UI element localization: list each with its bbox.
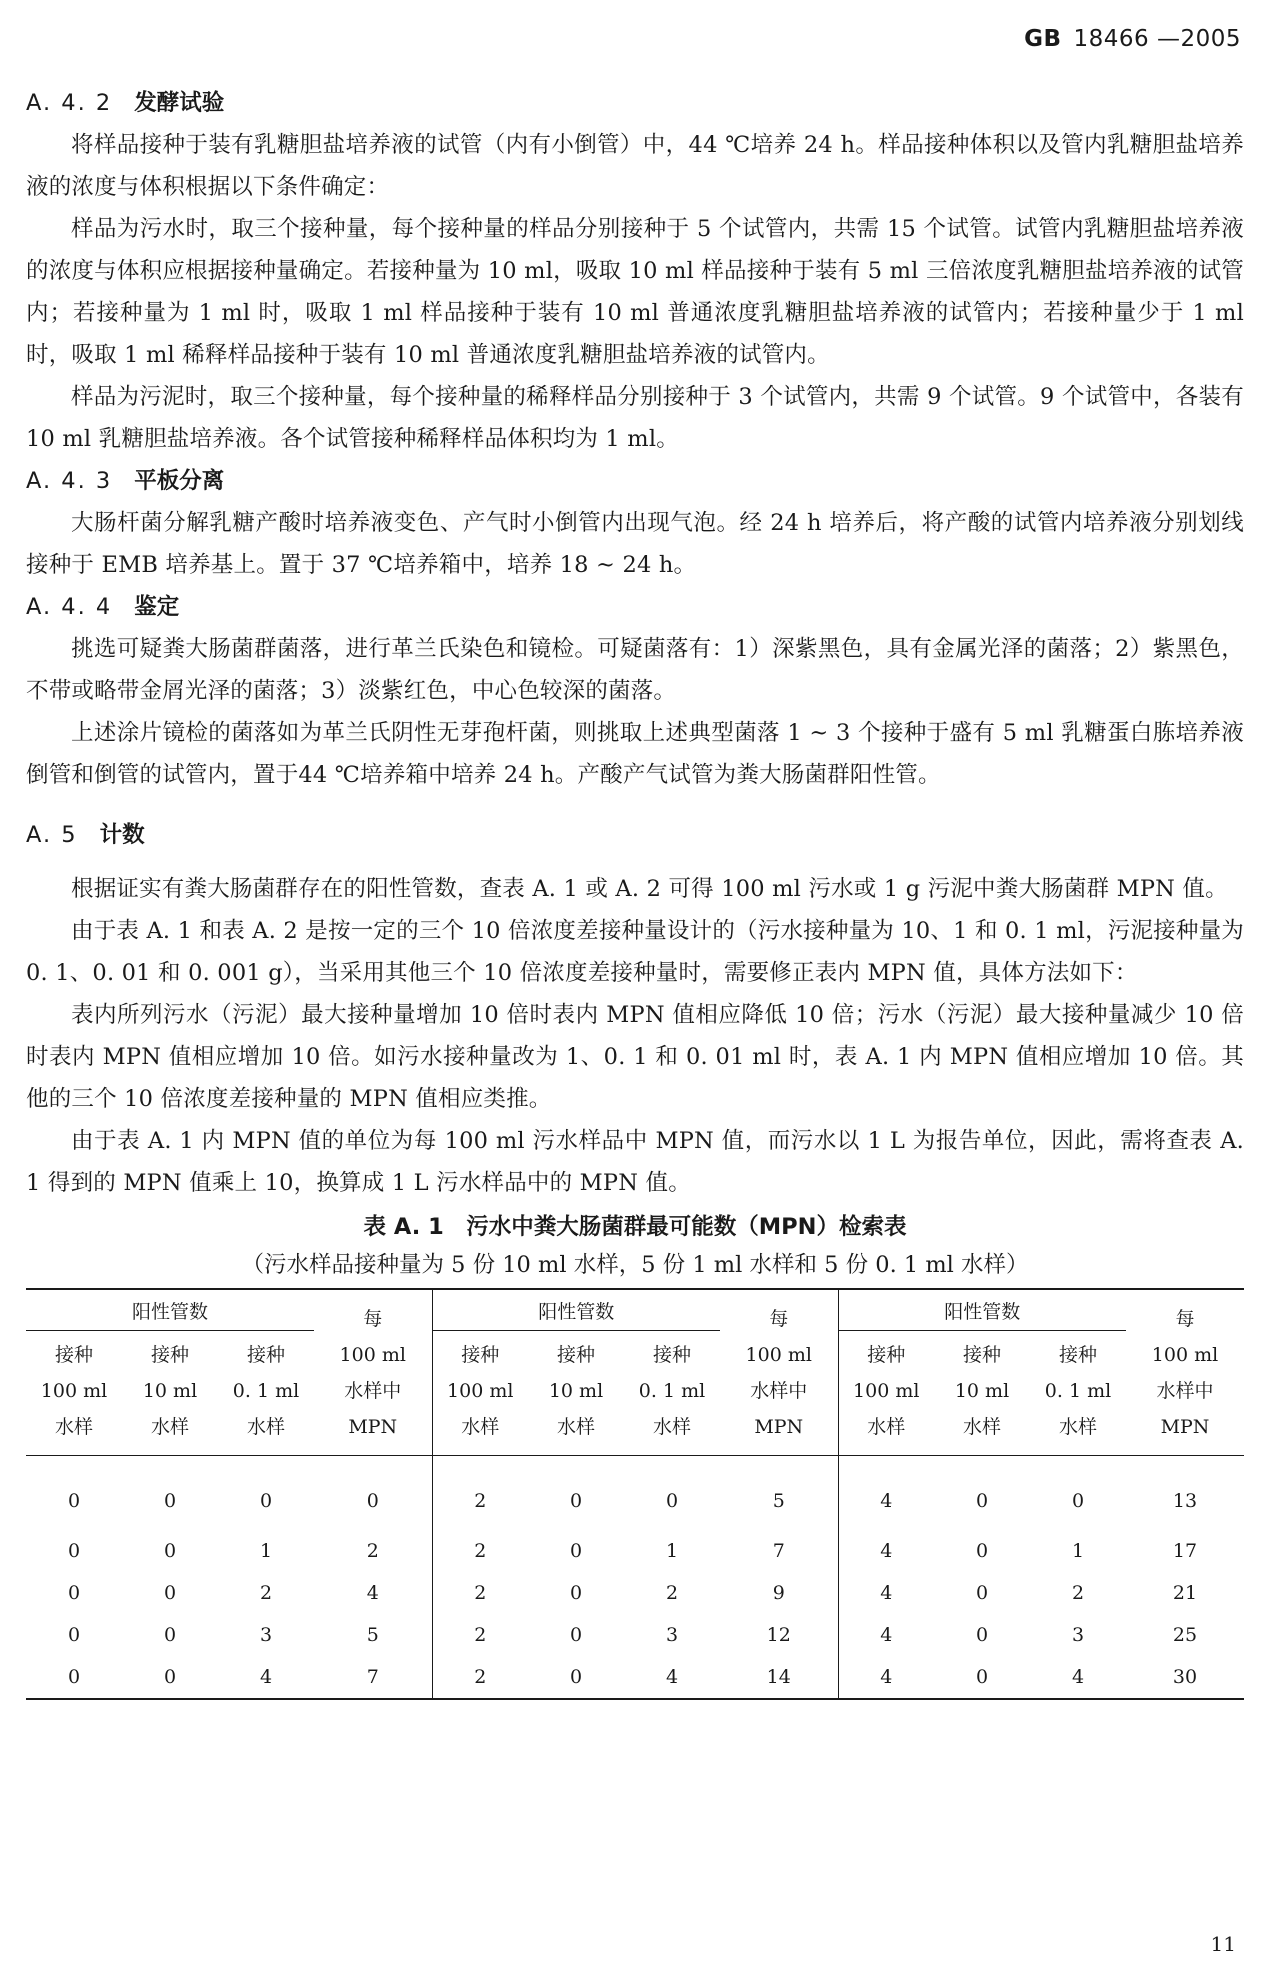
- section-heading: [26, 82, 1244, 124]
- table-cell: 4: [838, 1614, 934, 1656]
- paragraph: 表内所列污水（污泥）最大接种量增加 10 倍时表内 MPN 值相应降低 10 倍；污水（污泥）最大接种量减少 10 倍时表内 MPN 值相应增加 10 倍。如污水接种量改为 1、0. 1 和 0. 01 ml 时，表 A. 1 内 MPN 值相应增加 10 倍。其他的三个 10 倍浓度差接种量的 MPN 值相应类推。: [26, 1002, 1244, 1112]
- table-cell: 3: [259, 1624, 273, 1646]
- table-cell: 0: [163, 1624, 177, 1646]
- table-cell: 4: [838, 1456, 934, 1531]
- table-cell: 14: [766, 1666, 791, 1688]
- table-cell: 0: [569, 1666, 583, 1688]
- sub-header: 接种 10 ml 水样: [142, 1344, 198, 1438]
- table-cell: 5: [366, 1624, 379, 1646]
- table-cell: 4: [838, 1572, 934, 1614]
- standard-number: 18466 —2005: [1073, 26, 1241, 52]
- table-cell: 0: [67, 1582, 81, 1604]
- table-cell: 4: [259, 1666, 273, 1688]
- sub-header: 接种 0. 1 ml 水样: [232, 1344, 300, 1438]
- table-cell: 0: [67, 1666, 81, 1688]
- table-cell: 4: [838, 1656, 934, 1699]
- table-cell: 3: [665, 1624, 679, 1646]
- section-title: 发酵试验: [134, 90, 225, 116]
- group-header: 阳性管数: [838, 1289, 1126, 1331]
- sub-header: 接种 10 ml 水样: [548, 1344, 604, 1438]
- table-cell: 0: [934, 1456, 1030, 1531]
- table-cell: 9: [772, 1582, 785, 1604]
- table-cell: 13: [1126, 1456, 1244, 1531]
- table-cell: 21: [1172, 1582, 1198, 1604]
- table-cell: 0: [569, 1582, 583, 1604]
- section-heading: [26, 460, 1244, 502]
- table-cell: 4: [665, 1666, 679, 1688]
- sub-header: 接种 10 ml 水样: [954, 1344, 1010, 1438]
- table-cell: 0: [67, 1624, 81, 1646]
- table-cell: 0: [26, 1456, 122, 1531]
- paragraph: 根据证实有粪大肠菌群存在的阳性管数，查表 A. 1 或 A. 2 可得 100 ml 污水或 1 g 污泥中粪大肠菌群 MPN 值。: [71, 876, 1228, 902]
- table-cell: 2: [1071, 1582, 1085, 1604]
- sub-header: 接种 100 ml 水样: [432, 1331, 528, 1456]
- section-title: 计数: [99, 822, 145, 848]
- page-number: 11: [1210, 1932, 1236, 1956]
- table-cell: 4: [366, 1582, 379, 1604]
- table-cell: 5: [720, 1456, 838, 1531]
- table-cell: 30: [1172, 1666, 1198, 1688]
- table-cell: 0: [975, 1624, 989, 1646]
- table-cell: 0: [163, 1582, 177, 1604]
- table-cell: 0: [975, 1666, 989, 1688]
- table-cell: 25: [1172, 1624, 1198, 1646]
- table-cell: 12: [766, 1624, 791, 1646]
- group-header: 阳性管数: [26, 1289, 314, 1331]
- table-cell: 0: [163, 1540, 177, 1562]
- table-cell: 4: [838, 1530, 934, 1572]
- paragraph: 样品为污水时，取三个接种量，每个接种量的样品分别接种于 5 个试管内，共需 15 个试管。试管内乳糖胆盐培养液的浓度与体积应根据接种量确定。若接种量为 10 ml，吸取 10 ml 样品接种于装有 5 ml 三倍浓度乳糖胆盐培养液的试管内；若接种量为 1 ml 时，吸取 1 ml 样品接种于装有 10 ml 普通浓度乳糖胆盐培养液的试管内；若接种量少于 1 ml 时，吸取 1 ml 稀释样品接种于装有 10 ml 普通浓度乳糖胆盐培养液的试管内。: [26, 216, 1244, 368]
- section-number: A. 5: [26, 822, 78, 848]
- table-subtitle: （污水样品接种量为 5 份 10 ml 水样，5 份 1 ml 水样和 5 份 0. 1 ml 水样）: [241, 1252, 1029, 1278]
- section-title: 鉴定: [134, 594, 180, 620]
- table-row: [26, 1572, 1244, 1614]
- mpn-table: [26, 1288, 1244, 1700]
- table-cell: 0: [163, 1666, 177, 1688]
- table-row: [26, 1656, 1244, 1699]
- paragraph: 将样品接种于装有乳糖胆盐培养液的试管（内有小倒管）中，44 ℃培养 24 h。样品接种体积以及管内乳糖胆盐培养液的浓度与体积根据以下条件确定：: [26, 132, 1244, 200]
- paragraph: 样品为污泥时，取三个接种量，每个接种量的稀释样品分别接种于 3 个试管内，共需 9 个试管。9 个试管中，各装有 10 ml 乳糖胆盐培养液。各个试管接种稀释样品体积均为 1 ml。: [26, 384, 1244, 452]
- section-title: 平板分离: [134, 468, 225, 494]
- mpn-header: 每 100 ml 水样中 MPN: [745, 1307, 812, 1438]
- table-cell: 2: [432, 1530, 528, 1572]
- sub-header: 接种 100 ml 水样: [838, 1331, 934, 1456]
- table-cell: 1: [1071, 1540, 1085, 1562]
- table-cell: 0: [975, 1540, 989, 1562]
- table-cell: 0: [314, 1456, 432, 1531]
- table-cell: 0: [67, 1540, 81, 1562]
- table-cell: 0: [624, 1456, 720, 1531]
- table-cell: 2: [432, 1572, 528, 1614]
- table-cell: 2: [432, 1614, 528, 1656]
- table-row: [26, 1614, 1244, 1656]
- mpn-header: 每 100 ml 水样中 MPN: [1151, 1307, 1219, 1438]
- table-cell: 2: [432, 1456, 528, 1531]
- section-number: A. 4. 3: [26, 468, 113, 494]
- table-cell: 2: [259, 1582, 273, 1604]
- table-row: [26, 1530, 1244, 1572]
- paragraph: 由于表 A. 1 和表 A. 2 是按一定的三个 10 倍浓度差接种量设计的（污水接种量为 10、1 和 0. 1 ml，污泥接种量为 0. 1、0. 01 和 0. 001 g），当采用其他三个 10 倍浓度差接种量时，需要修正表内 MPN 值，具体方法如下：: [26, 918, 1244, 986]
- table-cell: 0: [122, 1456, 218, 1531]
- page-body: [26, 82, 1244, 1700]
- group-header: 阳性管数: [432, 1289, 720, 1331]
- section-number: A. 4. 2: [26, 90, 113, 116]
- table-cell: 1: [259, 1540, 273, 1562]
- section-heading: [26, 586, 1244, 628]
- table-cell: 0: [569, 1624, 583, 1646]
- table-cell: 17: [1172, 1540, 1198, 1562]
- table-cell: 7: [772, 1540, 785, 1562]
- table-cell: 3: [1071, 1624, 1085, 1646]
- sub-header: 接种 0. 1 ml 水样: [1044, 1344, 1112, 1438]
- paragraph: 上述涂片镜检的菌落如为革兰氏阴性无芽孢杆菌，则挑取上述典型菌落 1 ~ 3 个接种于盛有 5 ml 乳糖蛋白胨培养液倒管和倒管的试管内，置于44 ℃培养箱中培养 24 h。产酸产气试管为粪大肠菌群阳性管。: [26, 720, 1244, 788]
- section-heading: [26, 814, 1244, 856]
- table-cell: 2: [366, 1540, 379, 1562]
- page-header: [1024, 26, 1241, 52]
- table-cell: 2: [665, 1582, 679, 1604]
- table-cell: 2: [432, 1656, 528, 1699]
- sub-header: 接种 0. 1 ml 水样: [638, 1344, 706, 1438]
- table-cell: 4: [1071, 1666, 1085, 1688]
- table-cell: 0: [1030, 1456, 1126, 1531]
- table-cell: 0: [218, 1456, 314, 1531]
- table-row: [26, 1456, 1244, 1531]
- table-cell: 0: [569, 1540, 583, 1562]
- table-cell: 1: [665, 1540, 679, 1562]
- paragraph: 由于表 A. 1 内 MPN 值的单位为每 100 ml 污水样品中 MPN 值，而污水以 1 L 为报告单位，因此，需将查表 A. 1 得到的 MPN 值乘上 10，换算成 1 L 污水样品中的 MPN 值。: [26, 1128, 1244, 1196]
- standard-prefix: GB: [1024, 26, 1062, 52]
- table-body: [26, 1456, 1244, 1700]
- mpn-header: 每 100 ml 水样中 MPN: [339, 1307, 406, 1438]
- section-number: A. 4. 4: [26, 594, 113, 620]
- table-cell: 7: [366, 1666, 379, 1688]
- sub-header: 接种 100 ml 水样: [40, 1344, 108, 1438]
- table-cell: 0: [975, 1582, 989, 1604]
- table-title: 表 A. 1 污水中粪大肠菌群最可能数（MPN）检索表: [363, 1214, 907, 1240]
- paragraph: 挑选可疑粪大肠菌群菌落，进行革兰氏染色和镜检。可疑菌落有：1）深紫黑色，具有金属光泽的菌落；2）紫黑色，不带或略带金屑光泽的菌落；3）淡紫红色，中心色较深的菌落。: [26, 636, 1244, 704]
- table-cell: 0: [528, 1456, 624, 1531]
- paragraph: 大肠杆菌分解乳糖产酸时培养液变色、产气时小倒管内出现气泡。经 24 h 培养后，将产酸的试管内培养液分别划线接种于 EMB 培养基上。置于 37 ℃培养箱中，培养 18 ~ 24 h。: [26, 510, 1244, 578]
